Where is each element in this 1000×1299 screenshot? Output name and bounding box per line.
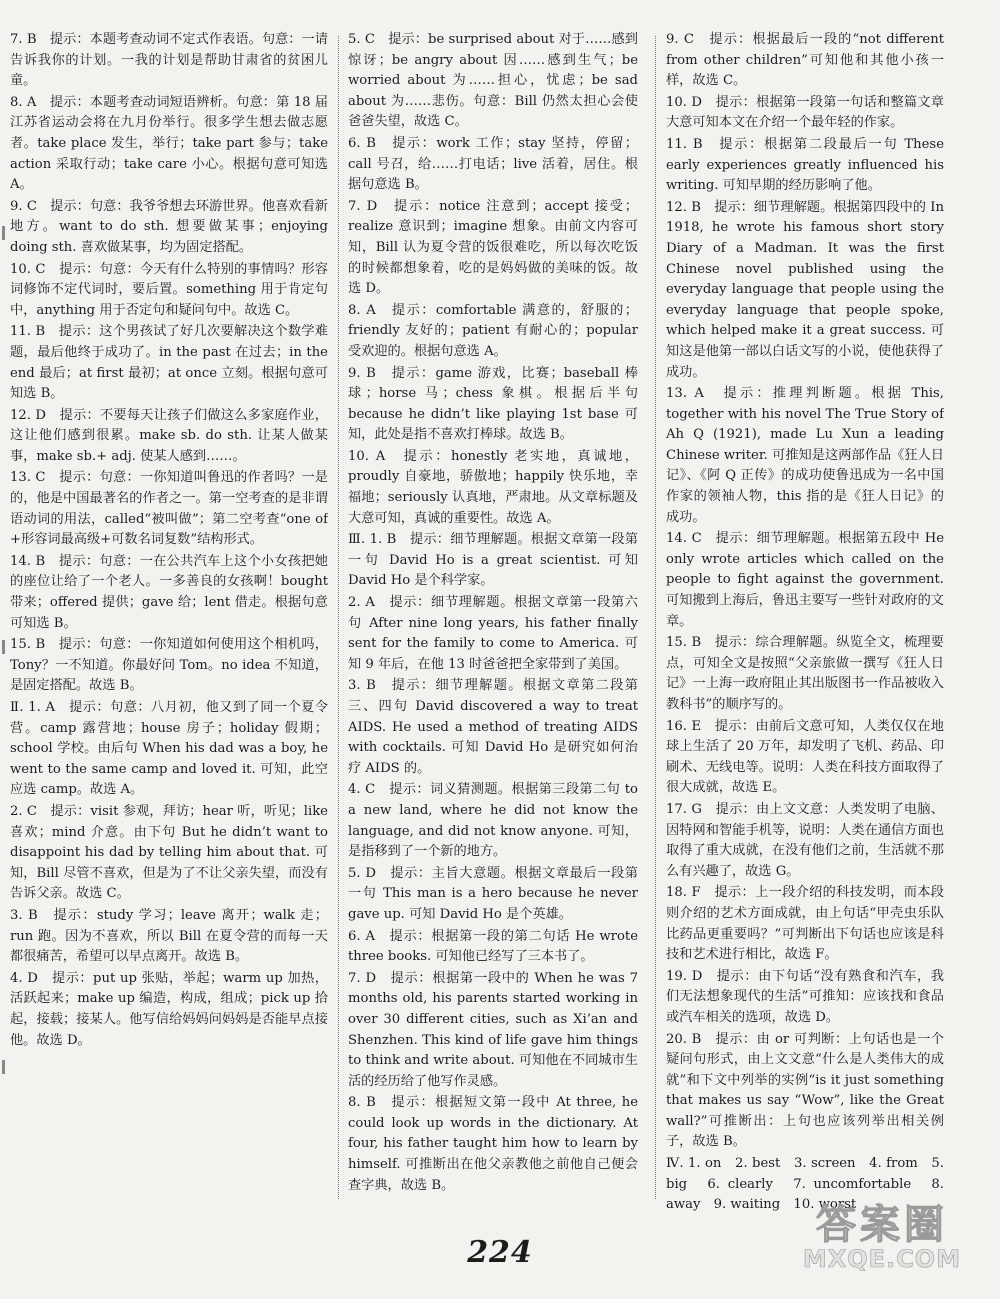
answer-entry: 12. D 提示：不要每天让孩子们做这么多家庭作业，这让他们感到很累。make sb. do sth. 让某人做某事，make sb.+ adj. 使某人感到……。: [10, 407, 328, 464]
section-iii-answer-entry: Ⅲ. 1. B 提示：细节理解题。根据文章第一段第一句 David Ho is a great scientist. 可知 David Ho 是个科学家。: [348, 532, 638, 589]
answer-entry: 2. A 提示：细节理解题。根据文章第一段第六句 After nine long years, his father finally sent for the family to come to America. 可知 9 年后，在他 13 时爸爸把全家带到了美国。: [348, 595, 638, 672]
answer-entry: 6. B 提示：work 工作；stay 坚持，停留；call 号召，给……打电话；live 活着，居住。根据句意选 B。: [348, 135, 638, 193]
answer-entry: 15. B 提示：句意：一你知道如何使用这个相机吗，Tony？一不知道。你最好问 Tom。no idea 不知道，是固定搭配。故选 B。: [10, 637, 328, 694]
watermark-url: MXQE.COM: [802, 1245, 962, 1273]
answer-entry: 4. D 提示：put up 张贴，举起；warm up 加热，活跃起来；make up 编造，构成，组成；pick up 拾起，接载；接某人。他写信给妈妈问妈妈是否能早点接他。故选 D。: [10, 970, 328, 1048]
answer-entry: 18. F 提示：上一段介绍的科技发明，而本段则介绍的艺术方面成就，由上句话“甲壳虫乐队比药品更重要吗？”可判断出下句话也应该是科技和艺术进行相比，故选 F。: [666, 885, 944, 963]
watermark-title: 答案圈: [816, 1202, 948, 1248]
section-iv-answer-entry: Ⅳ. 1. on 2. best 3. screen 4. from 5. big 6. clearly 7. uncomfortable 8. away 9. waiting 10. worst: [666, 1156, 944, 1213]
answer-entry: 10. A 提示：honestly 老实地，真诚地，proudly 自豪地，骄傲地；happily 快乐地，幸福地；seriously 认真地，严肃地。从文章标题及大意可知，真诚的重要性。故选 A。: [348, 448, 638, 526]
answer-entry: 7. D 提示：根据第一段中的 When he was 7 months old, his parents started working in over 30 different cities, such as Xi’an and Shenzhen. This kind of life gave him things to think and write about. 可知他在不同城市生活的经历给了他写作灵感。: [348, 970, 638, 1089]
answer-entry: 3. B 提示：study 学习；leave 离开；walk 走；run 跑。因为不喜欢，所以 Bill 在夏令营的而每一天都很痛苦，希望可以早点离开。故选 B。: [10, 907, 328, 965]
answer-entry: 13. A 提示：推理判断题。根据 This, together with his novel The True Story of Ah Q (1921), made Lu Xun a leading Chinese writer. 可推知是这两部作品《狂人日记》、《阿 Q 正传》的成功使鲁迅成为一名中国作家的领袖人物，this 指的是《狂人日记》的成功。: [666, 386, 944, 525]
answer-entry: 13. C 提示：句意：一你知道叫鲁迅的作者吗？一是的，他是中国最著名的作者之一。第一空考查的是非谓语动词的用法，called“被叫做”；第二空考查“one of +形容词最高级+可数名词复数”结构形式。: [10, 470, 328, 548]
column-divider: [655, 36, 656, 1199]
answer-column-3: [666, 30, 944, 1229]
binding-mark: [2, 1060, 5, 1074]
answer-entry: 11. B 提示：根据第二段最后一句 These early experiences greatly influenced his writing. 可知早期的经历影响了他。: [666, 136, 944, 194]
answer-entry: 17. G 提示：由上文文意：人类发明了电脑、因特网和智能手机等，说明：人类在通信方面也取得了重大成就，在没有他们之前，生活就不那么有兴趣了，故选 G。: [666, 801, 944, 879]
column-divider: [338, 36, 339, 1199]
answer-entry: 14. C 提示：细节理解题。根据第五段中 He only wrote articles which called on the people to fight against the government. 可知搬到上海后，鲁迅主要写一些针对政府的文章。: [666, 531, 944, 629]
answer-entry: 19. D 提示：由下句话“没有熟食和汽车，我们无法想象现代的生活”可推知：应该找和食品或汽车相关的选项，故选 D。: [666, 968, 944, 1025]
answer-entry: 10. D 提示：根据第一段第一句话和整篇文章大意可知本文在介绍一个最年轻的作家。: [666, 94, 944, 131]
answer-entry: 3. B 提示：细节理解题。根据文章第二段第三、四句 David discovered a way to treat AIDS. He used a method of treating AIDS with cocktails. 可知 David Ho 是研究如何治疗 AIDS 的。: [348, 678, 638, 776]
answer-entry: 20. B 提示：由 or 可判断：上句话也是一个疑问句形式，由上文文意“什么是人类伟大的成就”和下文中列举的实例“is it just something that makes us say “Wow”, like the Great wall?”可推断出：上句也应该列举出相关例子，故选 B。: [666, 1031, 944, 1150]
answer-column-1: [10, 30, 328, 1229]
answer-entry: 12. B 提示：细节理解题。根据第四段中的 In 1918, he wrote his famous short story Diary of a Madman. It was the first Chinese novel published using the everyday language that people using the everyday language that people spoke, which helped make it a great success. 可知这是他第一部以白话文写的小说，使他获得了成功。: [666, 199, 944, 380]
answer-entry: 14. B 提示：句意：一在公共汽车上这个小女孩把她的座位让给了一个老人。一多善良的女孩啊！bought 带来；offered 提供；gave 给；lent 借走。根据句意可知选 B。: [10, 553, 328, 631]
section-ii-answer-entry: Ⅱ. 1. A 提示：句意：八月初，他又到了同一个夏令营。camp 露营地；house 房子；holiday 假期；school 学校。由后句 When his dad was a boy, he went to the same camp and loved it. 可知，此空应选 camp。故选 A。: [10, 700, 328, 798]
page-number: 224: [467, 1235, 533, 1270]
answer-entry: 2. C 提示：visit 参观，拜访；hear 听，听见；like 喜欢；mind 介意。由下句 But he didn’t want to disappoint his dad by telling him about that. 可知，Bill 尽管不喜欢，但是为了不让父亲失望，而没有告诉父亲。故选 C。: [10, 803, 328, 902]
answer-entry: 8. A 提示：comfortable 满意的，舒服的；friendly 友好的；patient 有耐心的；popular 受欢迎的。根据句意选 A。: [348, 302, 638, 359]
answer-entry: 9. C 提示：根据最后一段的“not different from other children”可知他和其他小孩一样，故选 C。: [666, 32, 944, 89]
answer-entry: 8. B 提示：根据短文第一段中 At three, he could look up words in the dictionary. At four, his father taught him how to learn by himself. 可推断出在他父亲教他之前他自己便会查字典，故选 B。: [348, 1095, 638, 1193]
answer-entry: 4. C 提示：词义猜测题。根据第三段第二句 to a new land, where he did not know the language, and did not know anyone. 可知，是指移到了一个新的地方。: [348, 782, 638, 860]
answer-entry: 15. B 提示：综合理解题。纵览全文，梳理要点，可知全文是按照“父亲旅做一撰写《狂人日记》一上海一政府阻止其出版图书一作品被收入教科书”的顺序写的。: [666, 635, 944, 712]
answer-entry: 9. C 提示：句意：我爷爷想去环游世界。他喜欢看新地方。want to do sth. 想要做某事；enjoying doing sth. 喜欢做某事，均为固定搭配。: [10, 198, 328, 255]
answer-entry: 8. A 提示：本题考查动词短语辨析。句意：第 18 届江苏省运动会将在九月份举行。很多学生想去做志愿者。take place 发生，举行；take part 参与；take action 采取行动；take care 小心。根据句意可知选 A。: [10, 94, 328, 193]
watermark-logo: [782, 1203, 982, 1273]
answer-entry: 6. A 提示：根据第一段的第二句话 He wrote three books. 可知他已经写了三本书了。: [348, 928, 638, 965]
answer-entry: 9. B 提示：game 游戏，比赛；baseball 棒球；horse 马；chess 象棋。根据后半句 because he didn’t like playing 1st base 可知，此处是指不喜欢打棒球。故选 B。: [348, 365, 638, 443]
binding-mark: [2, 226, 5, 240]
answer-entry: 10. C 提示：句意：今天有什么特别的事情吗？形容词修饰不定代词时，要后置。something 用于肯定句中，anything 用于否定句和疑问句中。故选 C。: [10, 261, 328, 318]
binding-mark: [2, 640, 5, 654]
answer-entry: 7. B 提示：本题考查动词不定式作表语。句意：一请告诉我你的计划。一我的计划是帮助甘肃省的贫困儿童。: [10, 32, 328, 89]
answer-entry: 7. D 提示：notice 注意到；accept 接受；realize 意识到；imagine 想象。由前文内容可知，Bill 认为夏令营的饭很难吃，所以每次吃饭的时候都想象着，吃的是妈妈做的美味的饭。故选 D。: [348, 198, 638, 297]
answer-entry: 16. E 提示：由前后文意可知，人类仅仅在地球上生活了 20 万年，却发明了飞机、药品、印刷术、无线电等。说明：人类在科技方面取得了很大成就，故选 E。: [666, 718, 944, 796]
answer-entry: 5. C 提示：be surprised about 对于……感到惊讶；be angry about 因……感到生气；be worried about 为……担心，忧虑；be sad about 为……悲伤。句意：Bill 仍然太担心会使爸爸失望，故选 C。: [348, 32, 638, 130]
answer-entry: 5. D 提示：主旨大意题。根据文章最后一段第一句 This man is a hero because he never gave up. 可知 David Ho 是个英雄。: [348, 865, 638, 922]
answer-column-2: [348, 30, 638, 1229]
answer-entry: 11. B 提示：这个男孩试了好几次要解决这个数学难题，最后他终于成功了。in the past 在过去；in the end 最后；at first 最初；at once 立刻。根据句意可知选 B。: [10, 324, 328, 402]
